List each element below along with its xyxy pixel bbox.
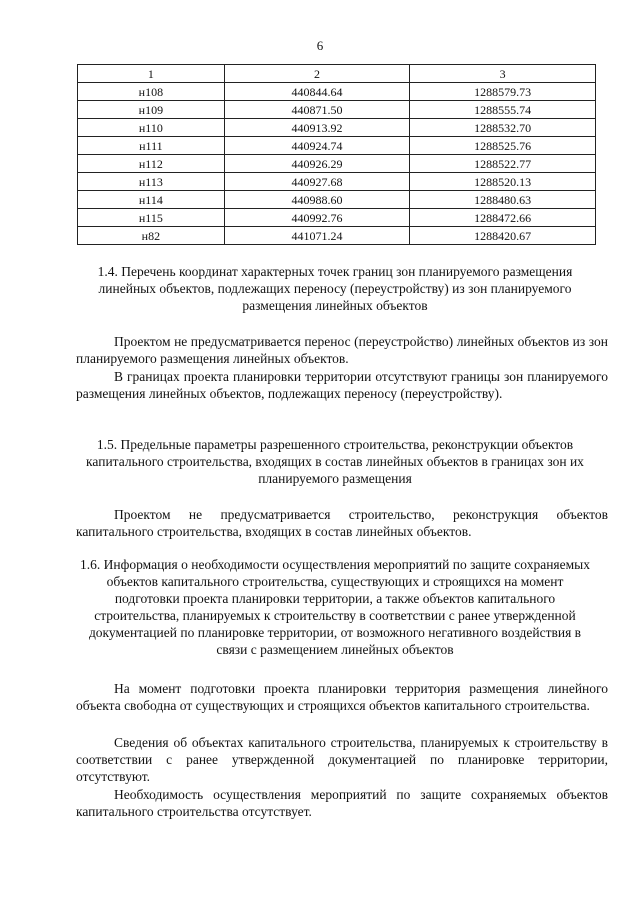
- y-coordinate-cell: 1288520.13: [410, 173, 596, 191]
- paragraph: Сведения об объектах капитального строительства, планируемых к строительству в соответствии с ранее утвержденной документацией по планировке территории, отсутствуют.: [76, 735, 608, 784]
- table-row: [78, 191, 596, 209]
- column-header: 2: [224, 65, 410, 83]
- point-id-cell: н112: [78, 155, 225, 173]
- point-id-cell: н113: [78, 173, 225, 191]
- point-id-cell: н115: [78, 209, 225, 227]
- y-coordinate-cell: 1288522.77: [410, 155, 596, 173]
- paragraph: Необходимость осуществления мероприятий по защите сохраняемых объектов капитального строительства отсутствует.: [76, 787, 608, 819]
- point-id-cell: н82: [78, 227, 225, 245]
- point-id-cell: н108: [78, 83, 225, 101]
- section-heading-1-4: 1.4. Перечень координат характерных точек границ зон планируемого размещения линейных объектов, подлежащих переносу (переустройству) из зон планируемого размещения линейных объектов: [97, 264, 573, 313]
- x-coordinate-cell: 440871.50: [224, 101, 410, 119]
- x-coordinate-cell: 440988.60: [224, 191, 410, 209]
- y-coordinate-cell: 1288480.63: [410, 191, 596, 209]
- y-coordinate-cell: 1288525.76: [410, 137, 596, 155]
- table-row: [78, 119, 596, 137]
- x-coordinate-cell: 440924.74: [224, 137, 410, 155]
- paragraph: Проектом не предусматривается перенос (переустройство) линейных объектов из зон планируемого размещения линейных объектов.: [76, 334, 608, 366]
- x-coordinate-cell: 441071.24: [224, 227, 410, 245]
- paragraph: На момент подготовки проекта планировки территория размещения линейного объекта свободна от существующих и строящихся объектов капитального строительства.: [76, 681, 608, 713]
- section-heading-1-5: 1.5. Предельные параметры разрешенного строительства, реконструкции объектов капитального строительства, входящих в состав линейных объектов в границах зон их планируемого размещения: [86, 437, 584, 486]
- point-id-cell: н111: [78, 137, 225, 155]
- y-coordinate-cell: 1288532.70: [410, 119, 596, 137]
- x-coordinate-cell: 440927.68: [224, 173, 410, 191]
- y-coordinate-cell: 1288579.73: [410, 83, 596, 101]
- column-header: 1: [78, 65, 225, 83]
- table-row: [78, 209, 596, 227]
- table-row: [78, 173, 596, 191]
- table-row: [78, 137, 596, 155]
- table-header-row: [78, 65, 596, 83]
- paragraph: В границах проекта планировки территории отсутствуют границы зон планируемого размещения линейных объектов, подлежащих переносу (переустройству).: [76, 369, 608, 401]
- table-row: [78, 155, 596, 173]
- table-row: [78, 101, 596, 119]
- coordinates-table: [77, 64, 596, 245]
- x-coordinate-cell: 440926.29: [224, 155, 410, 173]
- section-heading-1-6: 1.6. Информация о необходимости осуществления мероприятий по защите сохраняемых объектов капитального строительства, существующих и строящихся на момент подготовки проекта планировки территории, а также объектов капитального строительства, планируемых к строительству в соответствии с ранее утвержденной документацией по планировке территории, от возможного негативного воздействия в связи с размещением линейных объектов: [79, 557, 590, 657]
- y-coordinate-cell: 1288420.67: [410, 227, 596, 245]
- paragraph: Проектом не предусматривается строительство, реконструкция объектов капитального строительства, входящих в состав линейных объектов.: [76, 507, 608, 539]
- y-coordinate-cell: 1288555.74: [410, 101, 596, 119]
- y-coordinate-cell: 1288472.66: [410, 209, 596, 227]
- x-coordinate-cell: 440913.92: [224, 119, 410, 137]
- x-coordinate-cell: 440844.64: [224, 83, 410, 101]
- point-id-cell: н109: [78, 101, 225, 119]
- page-number: 6: [316, 38, 324, 53]
- point-id-cell: н114: [78, 191, 225, 209]
- point-id-cell: н110: [78, 119, 225, 137]
- table-row: [78, 227, 596, 245]
- table-row: [78, 83, 596, 101]
- x-coordinate-cell: 440992.76: [224, 209, 410, 227]
- column-header: 3: [410, 65, 596, 83]
